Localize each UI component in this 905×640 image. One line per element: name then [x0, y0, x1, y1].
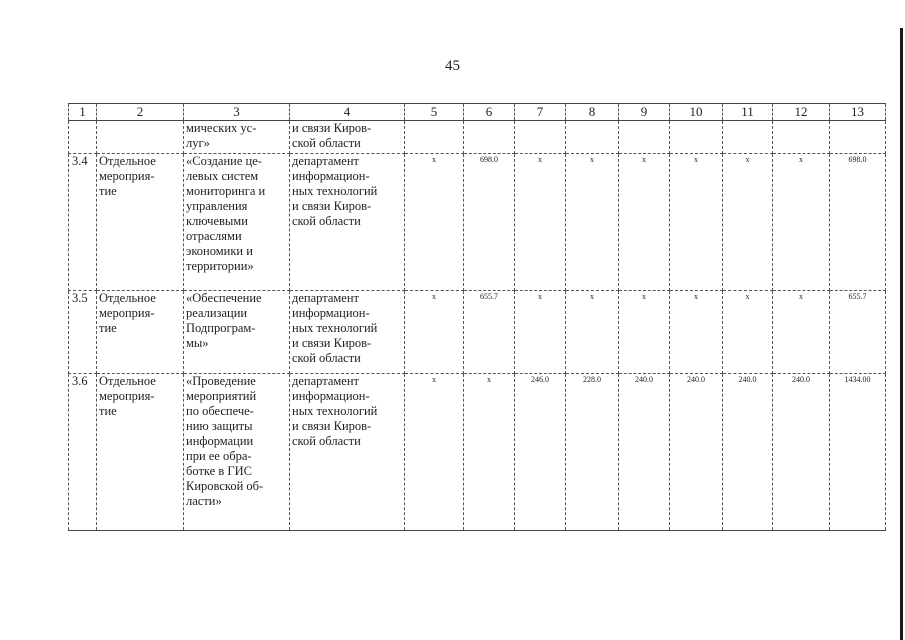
header-cell: 7: [515, 104, 566, 121]
value-cell: х: [773, 154, 830, 291]
value-cell: 698.0: [830, 154, 886, 291]
value-cell: х: [566, 154, 619, 291]
program-table: [68, 103, 886, 531]
header-cell: 5: [405, 104, 464, 121]
header-cell: 9: [619, 104, 670, 121]
header-cell: 1: [69, 104, 97, 121]
id-cell: 3.6: [69, 374, 97, 531]
executor-cell: департамент информацион- ных технологий и связи Киров- ской области: [290, 374, 405, 531]
id-cell: 3.5: [69, 291, 97, 374]
header-cell: 6: [464, 104, 515, 121]
table-row-continuation: [69, 121, 886, 154]
value-cell: 698.0: [464, 154, 515, 291]
table-row: [69, 291, 886, 374]
page-number: 45: [445, 58, 460, 74]
header-cell: 2: [97, 104, 184, 121]
executor-cell: департамент информацион- ных технологий и связи Киров- ской области: [290, 291, 405, 374]
value-cell: х: [405, 291, 464, 374]
type-cell: Отдельное мероприя- тие: [97, 154, 184, 291]
executor-cell: департамент информацион- ных технологий и связи Киров- ской области: [290, 154, 405, 291]
value-cell: 228.0: [566, 374, 619, 531]
id-cell: 3.4: [69, 154, 97, 291]
value-cell: х: [566, 291, 619, 374]
header-cell: 4: [290, 104, 405, 121]
value-cell: х: [773, 291, 830, 374]
value-cell: 240.0: [619, 374, 670, 531]
table-row: [69, 374, 886, 531]
name-cell: мических ус- луг»: [184, 121, 290, 154]
name-cell: «Обеспечение реализации Подпрограм- мы»: [184, 291, 290, 374]
value-cell: х: [670, 291, 723, 374]
value-cell: 240.0: [723, 374, 773, 531]
value-cell: х: [670, 154, 723, 291]
header-cell: 11: [723, 104, 773, 121]
type-cell: Отдельное мероприя- тие: [97, 374, 184, 531]
value-cell: х: [405, 374, 464, 531]
table-row: [69, 154, 886, 291]
value-cell: 240.0: [670, 374, 723, 531]
value-cell: х: [405, 154, 464, 291]
name-cell: «Проведение мероприятий по обеспече- нию защиты информации при ее обра- ботке в ГИС Кировской об- ласти»: [184, 374, 290, 531]
name-cell: «Создание це- левых систем мониторинга и управления ключевыми отраслями экономики и территории»: [184, 154, 290, 291]
value-cell: х: [619, 154, 670, 291]
value-cell: х: [619, 291, 670, 374]
header-cell: 12: [773, 104, 830, 121]
value-cell: х: [723, 154, 773, 291]
id-cell: [69, 121, 97, 154]
header-cell: 13: [830, 104, 886, 121]
value-cell: 246.0: [515, 374, 566, 531]
value-cell: х: [723, 291, 773, 374]
value-cell: х: [515, 154, 566, 291]
executor-cell: и связи Киров- ской области: [290, 121, 405, 154]
page-edge-line: [900, 28, 903, 640]
value-cell: х: [515, 291, 566, 374]
value-cell: 655.7: [830, 291, 886, 374]
value-cell: 240.0: [773, 374, 830, 531]
header-cell: 10: [670, 104, 723, 121]
value-cell: 1434.00: [830, 374, 886, 531]
header-row: [69, 104, 886, 121]
header-cell: 3: [184, 104, 290, 121]
value-cell: 655.7: [464, 291, 515, 374]
value-cell: х: [464, 374, 515, 531]
header-cell: 8: [566, 104, 619, 121]
type-cell: Отдельное мероприя- тие: [97, 291, 184, 374]
type-cell: [97, 121, 184, 154]
